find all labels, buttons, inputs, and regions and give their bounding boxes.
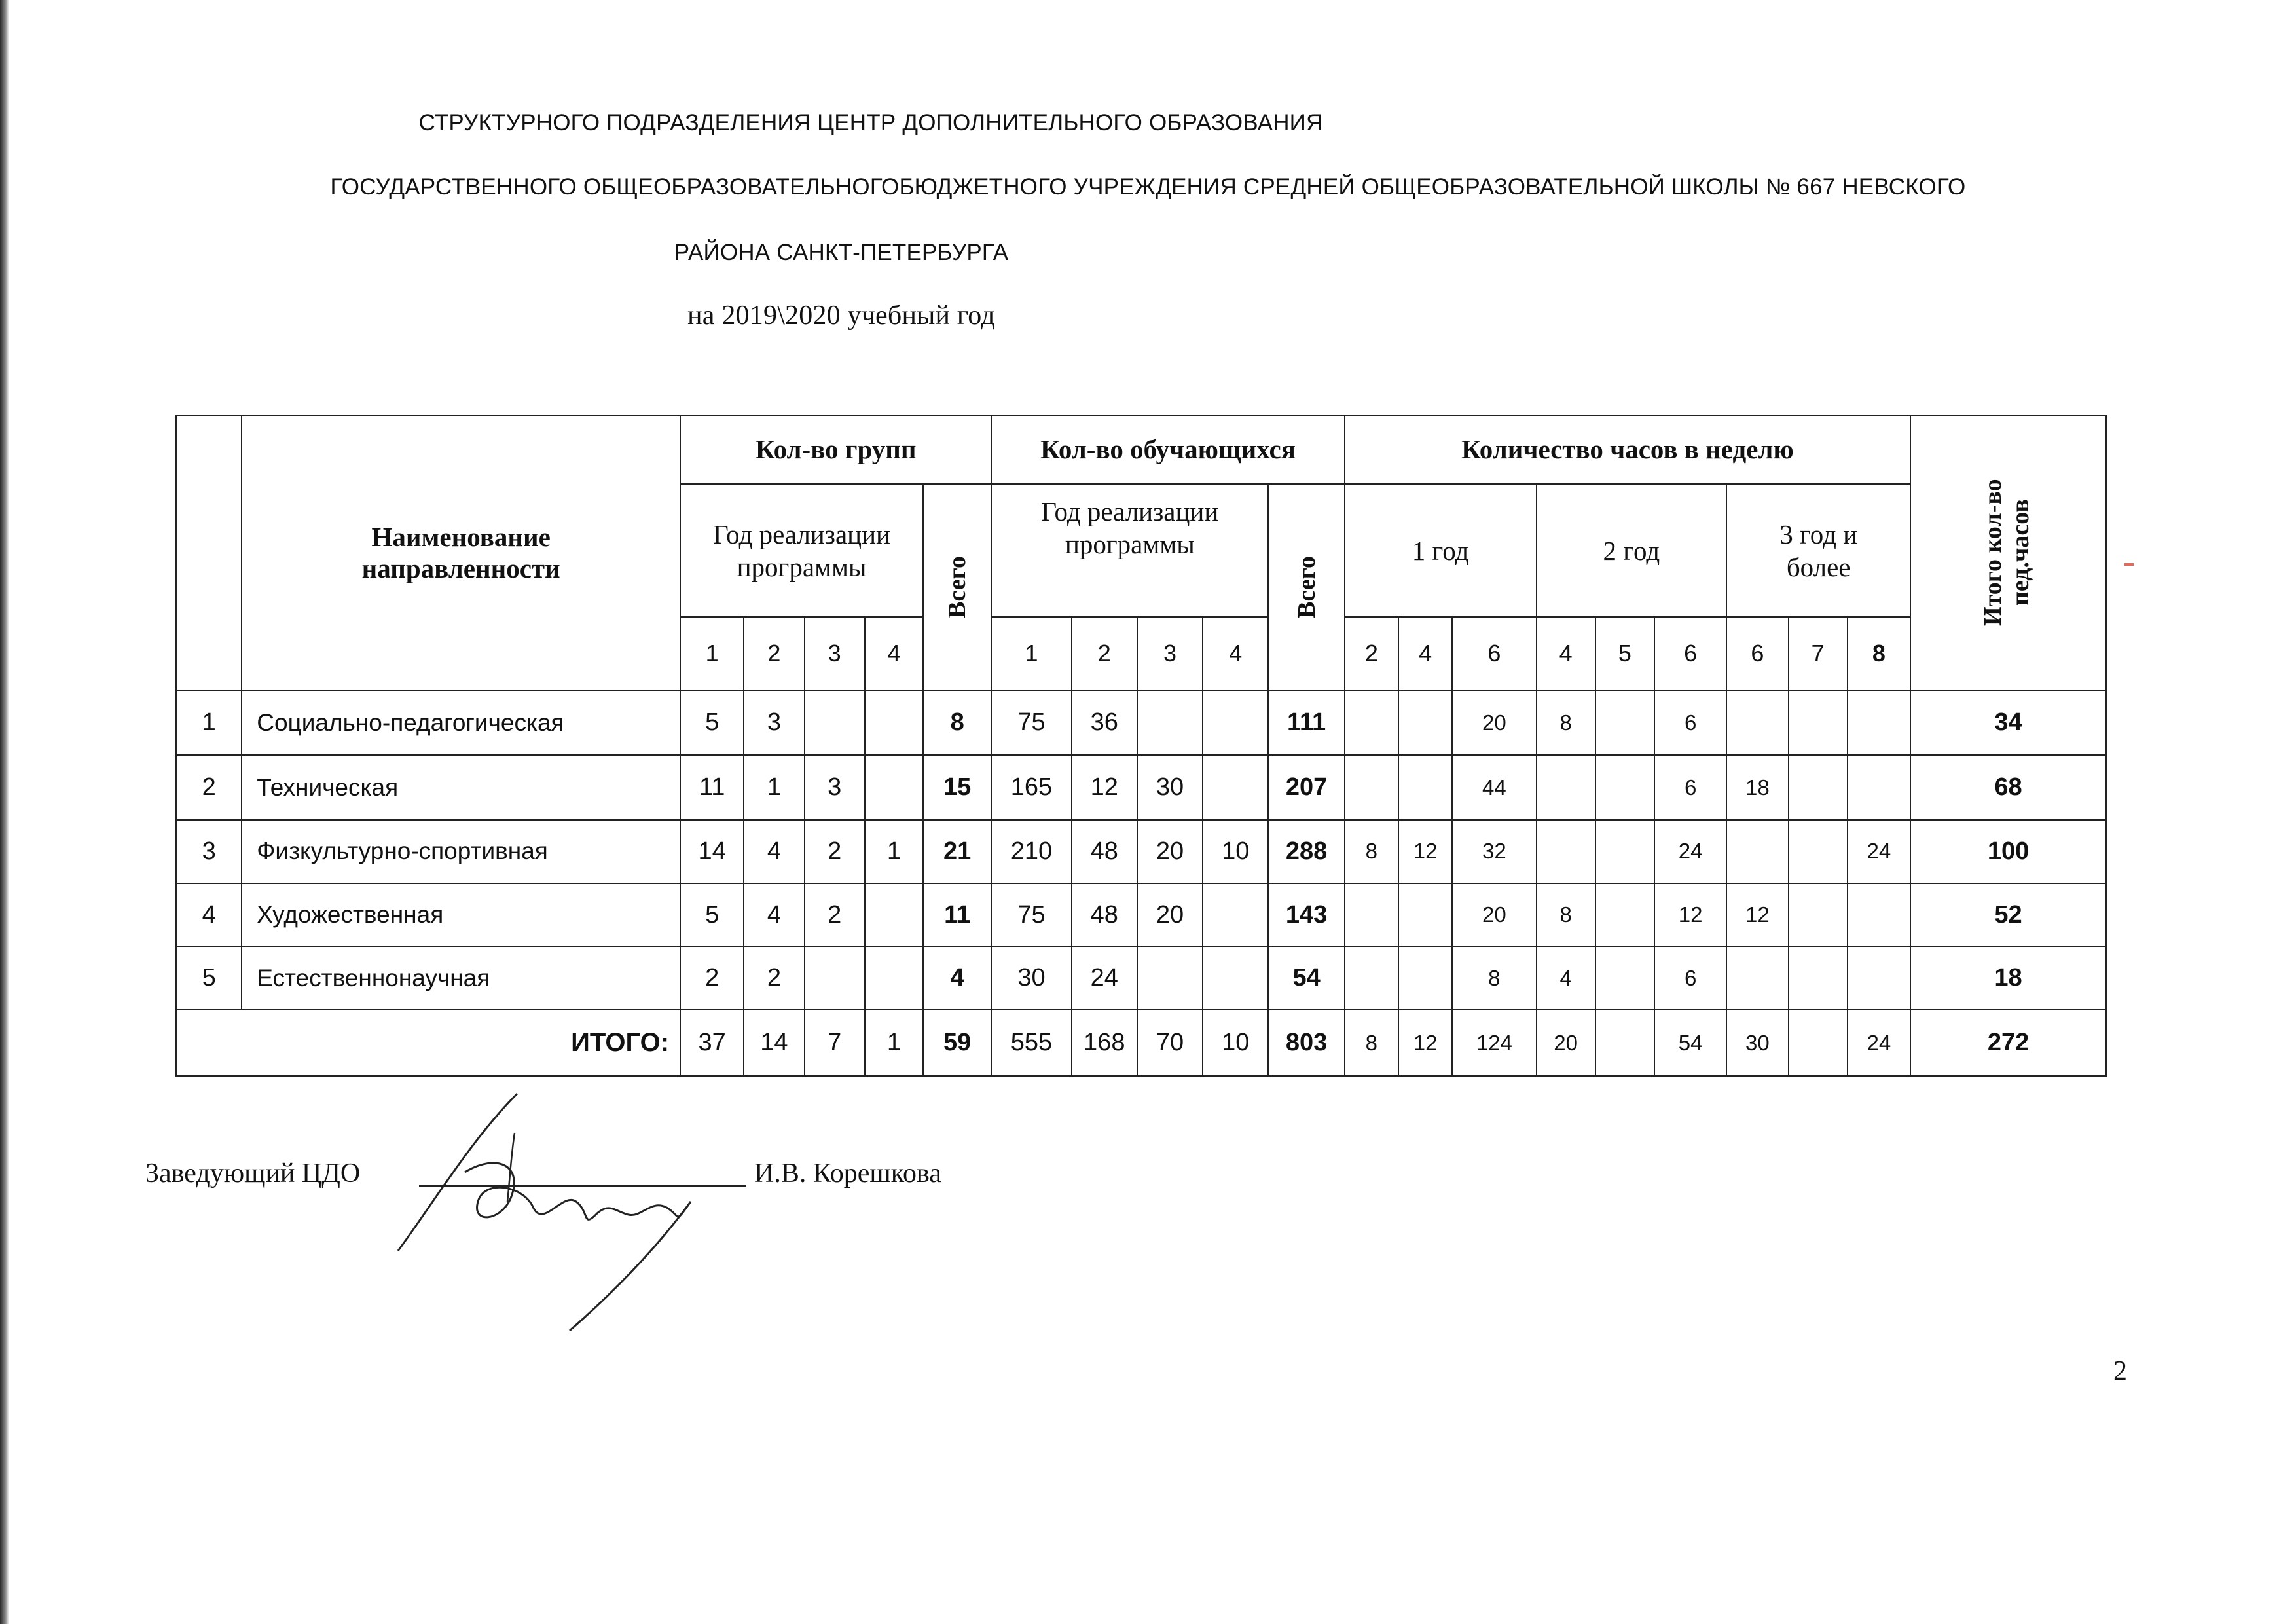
row-index: 1	[176, 690, 242, 755]
row-total-hours: 18	[1910, 946, 2106, 1010]
groups-total-value: 1	[865, 1010, 923, 1076]
hours-value	[1789, 690, 1848, 755]
students-total: 143	[1268, 883, 1344, 947]
students-value	[1137, 690, 1203, 755]
hours-number: 4	[1398, 617, 1452, 690]
groups-value	[865, 690, 923, 755]
students-value	[1203, 755, 1268, 820]
groups-total: 8	[923, 690, 991, 755]
hours-value: 44	[1452, 755, 1536, 820]
hours-value	[1398, 690, 1452, 755]
hours-value: 8	[1345, 820, 1398, 883]
hours-total-value	[1789, 1010, 1848, 1076]
groups-value: 5	[680, 883, 744, 947]
students-total-value: 10	[1203, 1010, 1268, 1076]
students-value: 24	[1072, 946, 1137, 1010]
table-row	[176, 946, 2106, 1010]
direction-name: Физкультурно-спортивная	[242, 820, 680, 883]
direction-name: Естественнонаучная	[242, 946, 680, 1010]
groups-total: 4	[923, 946, 991, 1010]
groups-year-subheader: Год реализации программы	[680, 484, 923, 618]
groups-total: 11	[923, 883, 991, 947]
students-value: 210	[991, 820, 1071, 883]
hours-value	[1398, 755, 1452, 820]
header-line-3: РАЙОНА САНКТ-ПЕТЕРБУРГА	[674, 240, 1009, 265]
hours-value: 20	[1452, 883, 1536, 947]
hours-value	[1789, 883, 1848, 947]
total-hours-header	[1910, 415, 2106, 690]
direction-name: Техническая	[242, 755, 680, 820]
hours-value	[1789, 755, 1848, 820]
hours-total-value: 124	[1452, 1010, 1536, 1076]
plan-table	[175, 415, 2107, 1077]
students-value	[1203, 690, 1268, 755]
students-total-value: 555	[991, 1010, 1071, 1076]
row-total-hours: 100	[1910, 820, 2106, 883]
hours-value	[1537, 820, 1595, 883]
hours-value	[1595, 755, 1654, 820]
hours-year2-subheader: 2 год	[1537, 484, 1727, 618]
hours-value: 20	[1452, 690, 1536, 755]
table-row	[176, 755, 2106, 820]
totals-label: ИТОГО:	[176, 1010, 680, 1076]
hours-value: 24	[1654, 820, 1726, 883]
groups-value: 3	[805, 755, 865, 820]
year-number: 4	[865, 617, 923, 690]
year-number: 2	[1072, 617, 1137, 690]
table-row	[176, 883, 2106, 947]
hours-value: 6	[1654, 946, 1726, 1010]
groups-total-value: 14	[744, 1010, 804, 1076]
students-value: 48	[1072, 883, 1137, 947]
students-value: 75	[991, 883, 1071, 947]
students-total: 207	[1268, 755, 1344, 820]
students-value: 20	[1137, 820, 1203, 883]
hours-value: 12	[1654, 883, 1726, 947]
students-value: 20	[1137, 883, 1203, 947]
page-number: 2	[2113, 1356, 2127, 1386]
groups-header: Кол-во групп	[680, 415, 991, 484]
students-total-value: 168	[1072, 1010, 1137, 1076]
hours-number: 8	[1848, 617, 1910, 690]
groups-value	[805, 690, 865, 755]
hours-value	[1789, 820, 1848, 883]
groups-value: 2	[680, 946, 744, 1010]
students-value: 30	[991, 946, 1071, 1010]
hours-value	[1595, 946, 1654, 1010]
students-total: 288	[1268, 820, 1344, 883]
hours-value	[1726, 946, 1788, 1010]
students-total: 54	[1268, 946, 1344, 1010]
signature-role-label: Заведующий ЦДО	[145, 1158, 361, 1189]
hours-value: 8	[1537, 690, 1595, 755]
hours-number: 4	[1537, 617, 1595, 690]
hours-total-value: 20	[1537, 1010, 1595, 1076]
students-total-subheader-text: Всего	[1292, 556, 1321, 618]
totals-row	[176, 1010, 2106, 1076]
students-value: 12	[1072, 755, 1137, 820]
academic-year-line: на 2019\2020 учебный год	[687, 301, 995, 331]
hours-value: 6	[1654, 690, 1726, 755]
hours-value	[1345, 690, 1398, 755]
students-value	[1203, 946, 1268, 1010]
students-year-subheader: Год реализации программы	[991, 484, 1268, 618]
hours-number: 7	[1789, 617, 1848, 690]
hours-value	[1789, 946, 1848, 1010]
hours-value	[1345, 883, 1398, 947]
direction-name: Социально-педагогическая	[242, 690, 680, 755]
hours-value: 32	[1452, 820, 1536, 883]
row-index: 2	[176, 755, 242, 820]
hours-value	[1848, 883, 1910, 947]
year-number: 3	[1137, 617, 1203, 690]
hours-value	[1726, 690, 1788, 755]
students-grand-total: 803	[1268, 1010, 1344, 1076]
row-index: 4	[176, 883, 242, 947]
groups-value	[805, 946, 865, 1010]
students-value: 10	[1203, 820, 1268, 883]
grand-total-hours: 272	[1910, 1010, 2106, 1076]
index-header-cell	[176, 415, 242, 690]
hours-value	[1595, 690, 1654, 755]
hours-number: 6	[1654, 617, 1726, 690]
groups-value: 4	[744, 820, 804, 883]
groups-value: 4	[744, 883, 804, 947]
students-total: 111	[1268, 690, 1344, 755]
hours-value: 24	[1848, 820, 1910, 883]
hours-number: 6	[1726, 617, 1788, 690]
hours-year1-subheader: 1 год	[1345, 484, 1537, 618]
table-row	[176, 690, 2106, 755]
hours-value	[1848, 946, 1910, 1010]
row-index: 5	[176, 946, 242, 1010]
students-value: 75	[991, 690, 1071, 755]
hours-value	[1848, 755, 1910, 820]
students-value: 30	[1137, 755, 1203, 820]
groups-value: 1	[744, 755, 804, 820]
groups-value	[865, 755, 923, 820]
row-total-hours: 52	[1910, 883, 2106, 947]
hours-value: 8	[1537, 883, 1595, 947]
table-row	[176, 820, 2106, 883]
hours-number: 2	[1345, 617, 1398, 690]
hours-value	[1345, 946, 1398, 1010]
hours-total-value: 8	[1345, 1010, 1398, 1076]
hours-header: Количество часов в неделю	[1345, 415, 1910, 484]
hours-value: 6	[1654, 755, 1726, 820]
hours-value: 12	[1398, 820, 1452, 883]
table-body	[176, 690, 2106, 1076]
groups-total-subheader	[923, 484, 991, 691]
hours-value: 4	[1537, 946, 1595, 1010]
groups-total-value: 7	[805, 1010, 865, 1076]
groups-value: 2	[805, 820, 865, 883]
groups-value: 2	[744, 946, 804, 1010]
hours-total-value	[1595, 1010, 1654, 1076]
direction-name: Художественная	[242, 883, 680, 947]
hours-value	[1398, 883, 1452, 947]
signature-name: И.В. Корешкова	[754, 1158, 941, 1189]
hours-total-value: 54	[1654, 1010, 1726, 1076]
groups-total: 21	[923, 820, 991, 883]
students-header: Кол-во обучающихся	[991, 415, 1344, 484]
students-value: 48	[1072, 820, 1137, 883]
total-hours-header-text: Итого кол-во пед.часов	[1978, 479, 2034, 627]
year-number: 4	[1203, 617, 1268, 690]
students-value	[1203, 883, 1268, 947]
groups-total-value: 37	[680, 1010, 744, 1076]
header-line-1: СТРУКТУРНОГО ПОДРАЗДЕЛЕНИЯ ЦЕНТР ДОПОЛНИТЕЛЬНОГО ОБРАЗОВАНИЯ	[418, 110, 1323, 136]
row-total-hours: 68	[1910, 755, 2106, 820]
students-value	[1137, 946, 1203, 1010]
name-column-header: Наименование направленности	[242, 415, 680, 690]
groups-value: 3	[744, 690, 804, 755]
groups-value: 14	[680, 820, 744, 883]
hours-value	[1726, 820, 1788, 883]
groups-value: 2	[805, 883, 865, 947]
hours-value	[1345, 755, 1398, 820]
groups-grand-total: 59	[923, 1010, 991, 1076]
hours-value	[1398, 946, 1452, 1010]
groups-value: 11	[680, 755, 744, 820]
groups-value	[865, 883, 923, 947]
hours-number: 6	[1452, 617, 1536, 690]
hours-year3-subheader: 3 год и более	[1726, 484, 1910, 618]
hours-value: 8	[1452, 946, 1536, 1010]
hours-number: 5	[1595, 617, 1654, 690]
groups-value: 1	[865, 820, 923, 883]
hours-total-value: 12	[1398, 1010, 1452, 1076]
students-value: 36	[1072, 690, 1137, 755]
hours-value: 18	[1726, 755, 1788, 820]
hours-value	[1537, 755, 1595, 820]
hours-value	[1595, 883, 1654, 947]
year-number: 2	[744, 617, 804, 690]
hours-value	[1595, 820, 1654, 883]
groups-total: 15	[923, 755, 991, 820]
scan-artifact-mark	[2124, 563, 2134, 566]
row-index: 3	[176, 820, 242, 883]
groups-total-subheader-text: Всего	[943, 556, 972, 618]
year-number: 3	[805, 617, 865, 690]
students-total-value: 70	[1137, 1010, 1203, 1076]
year-number: 1	[680, 617, 744, 690]
hours-total-value: 24	[1848, 1010, 1910, 1076]
year-number: 1	[991, 617, 1071, 690]
groups-value: 5	[680, 690, 744, 755]
students-value: 165	[991, 755, 1071, 820]
hours-value	[1848, 690, 1910, 755]
row-total-hours: 34	[1910, 690, 2106, 755]
groups-value	[865, 946, 923, 1010]
handwritten-signature	[393, 1087, 733, 1336]
students-total-subheader	[1268, 484, 1344, 691]
hours-total-value: 30	[1726, 1010, 1788, 1076]
header-line-2: ГОСУДАРСТВЕННОГО ОБЩЕОБРАЗОВАТЕЛЬНОГОБЮДЖЕТНОГО УЧРЕЖДЕНИЯ СРЕДНЕЙ ОБЩЕОБРАЗОВАТЕЛЬНОЙ ШКОЛЫ № 667 НЕВСКОГО	[330, 174, 1966, 200]
hours-value: 12	[1726, 883, 1788, 947]
